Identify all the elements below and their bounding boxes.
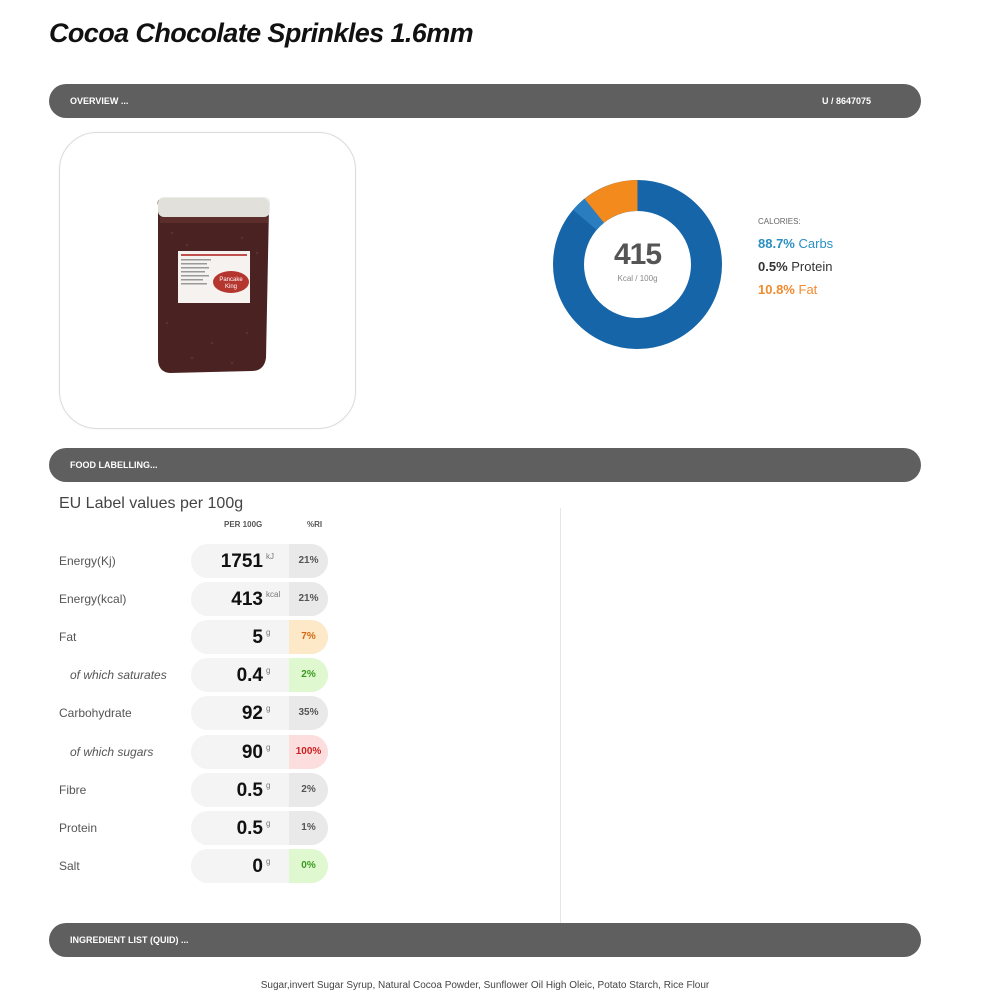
nutrient-ri: 0% — [289, 849, 328, 883]
nutrient-unit: g — [266, 666, 271, 676]
col-ri: %RI — [307, 520, 323, 529]
nutrition-row — [0, 735, 560, 769]
nutrient-value-pill — [191, 811, 328, 845]
fat-label: Fat — [798, 282, 818, 297]
protein-pct: 0.5% — [758, 259, 788, 274]
legend-carbs — [758, 236, 833, 251]
calories-center — [553, 238, 722, 283]
nutrition-row — [0, 582, 560, 616]
food-labelling-label: FOOD LABELLING... — [70, 460, 158, 470]
protein-slice — [585, 211, 594, 220]
nutrient-ri: 21% — [289, 582, 328, 616]
nutrient-unit: g — [266, 704, 271, 714]
nutrient-value: 0 — [252, 855, 263, 877]
nutrient-value-cell — [191, 544, 289, 578]
calories-value: 415 — [613, 238, 662, 271]
nutrient-ri: 2% — [289, 773, 328, 807]
nutrient-unit: g — [266, 780, 271, 790]
nutrition-row — [0, 620, 560, 654]
nutrient-value-pill — [191, 582, 328, 616]
nutrient-ri: 2% — [289, 658, 328, 692]
nutrient-value-cell — [191, 696, 289, 730]
nutrition-row — [0, 696, 560, 730]
nutrient-value-cell — [191, 811, 289, 845]
nutrition-row — [0, 773, 560, 807]
overview-section-header[interactable] — [49, 84, 921, 118]
nutrient-ri: 1% — [289, 811, 328, 845]
overview-label: OVERVIEW ... — [70, 96, 129, 106]
nutrient-value: 90 — [241, 741, 263, 763]
carbs-pct: 88.7% — [758, 236, 795, 251]
page-title: Cocoa Chocolate Sprinkles 1.6mm — [49, 18, 474, 48]
fat-pct: 10.8% — [758, 282, 795, 297]
nutrient-ri: 100% — [289, 735, 328, 769]
svg-text:Pancake: Pancake — [219, 277, 243, 283]
eu-label-title: EU Label values per 100g — [59, 495, 244, 512]
ingredients-text: Sugar,invert Sugar Syrup, Natural Cocoa Powder, Sunflower Oil High Oleic, Potato Starch, Rice Flour — [260, 980, 710, 991]
nutrient-label: of which saturates — [70, 668, 167, 683]
nutrient-value: 0.5 — [236, 779, 263, 801]
nutrient-label: Fat — [59, 630, 77, 645]
nutrient-ri: 21% — [289, 544, 328, 578]
food-labelling-section-header[interactable] — [49, 448, 921, 482]
nutrient-label: Salt — [59, 858, 80, 873]
nutrient-value-cell — [191, 735, 289, 769]
nutrient-value-pill — [191, 544, 328, 578]
ingredient-list-section-header[interactable] — [49, 923, 921, 957]
nutrient-unit: g — [266, 742, 271, 752]
nutrition-row — [0, 544, 560, 578]
nutrient-value-pill — [191, 620, 328, 654]
nutrient-label: Fibre — [59, 782, 87, 797]
product-image-card[interactable] — [59, 132, 356, 429]
protein-label: Protein — [791, 259, 833, 274]
nutrient-value-pill — [191, 849, 328, 883]
nutrient-unit: kcal — [266, 590, 281, 600]
nutrient-value-cell — [191, 582, 289, 616]
product-code: U / 8647075 — [821, 96, 871, 106]
calories-legend — [758, 217, 833, 305]
nutrient-value-cell — [191, 849, 289, 883]
nutrient-value: 1751 — [220, 551, 263, 572]
nutrition-row — [0, 658, 560, 692]
legend-protein — [758, 259, 833, 274]
nutrient-value-cell — [191, 620, 289, 654]
nutrient-value: 5 — [252, 627, 263, 649]
nutrient-value: 92 — [241, 703, 263, 725]
col-per-100g: PER 100G — [224, 520, 263, 529]
nutrient-value-cell — [191, 773, 289, 807]
nutrition-row — [0, 811, 560, 845]
nutrient-value-pill — [191, 773, 328, 807]
nutrient-value-cell — [191, 658, 289, 692]
calories-unit: Kcal / 100g — [617, 274, 658, 283]
nutrient-value-pill — [191, 696, 328, 730]
nutrient-label: of which sugars — [70, 744, 154, 759]
nutrient-value: 0.5 — [236, 817, 263, 839]
nutrient-ri: 35% — [289, 696, 328, 730]
nutrient-label: Carbohydrate — [59, 706, 132, 721]
nutrient-label: Energy(Kj) — [59, 554, 116, 568]
svg-text:King: King — [224, 284, 238, 290]
product-image — [152, 193, 272, 378]
nutrient-ri: 7% — [289, 620, 328, 654]
nutrient-value-pill — [191, 658, 328, 692]
nutrient-unit: kJ — [266, 552, 274, 561]
legend-fat — [758, 282, 833, 297]
nutrition-row — [0, 849, 560, 883]
nutrient-label: Energy(kcal) — [59, 592, 127, 607]
nutrient-label: Protein — [59, 820, 98, 835]
nutrient-value: 413 — [231, 589, 263, 611]
nutrient-unit: g — [266, 856, 271, 866]
calories-legend-title: CALORIES: — [758, 217, 801, 226]
ingredient-list-label: INGREDIENT LIST (QUID) ... — [70, 935, 189, 945]
nutrient-value-pill — [191, 735, 328, 769]
carbs-label: Carbs — [798, 236, 834, 251]
fat-slice — [594, 196, 637, 211]
nutrient-unit: g — [266, 628, 271, 638]
nutrient-unit: g — [266, 818, 271, 828]
column-divider — [560, 508, 561, 923]
nutrient-value: 0.4 — [236, 665, 263, 687]
